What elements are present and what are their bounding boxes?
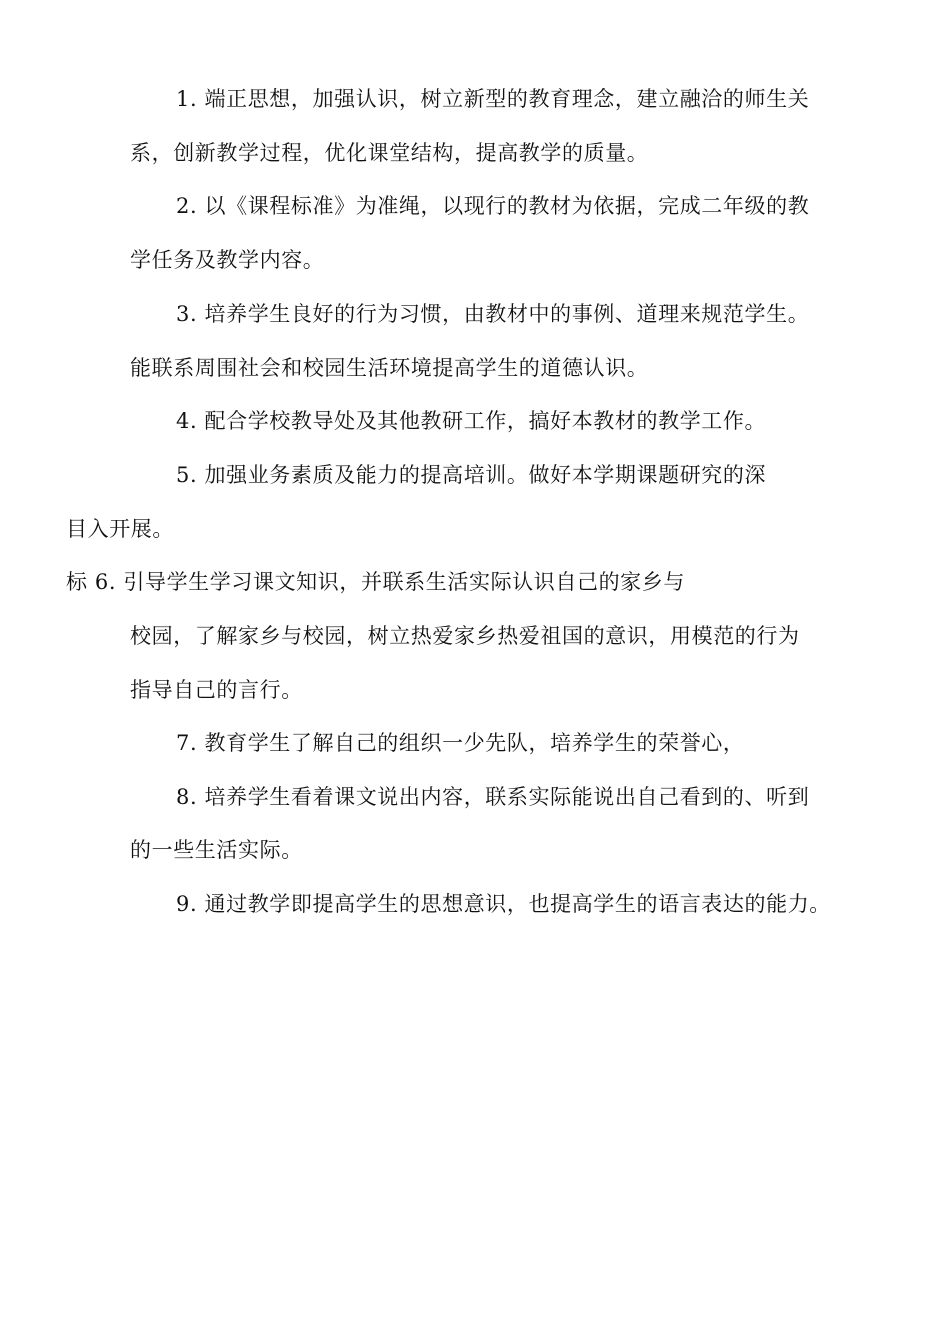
item-6-line-1: 标 6. 引导学生学习课文知识，并联系生活实际认识自己的家乡与 <box>66 570 685 594</box>
item-1-line-2: 系，创新教学过程，优化课堂结构，提高教学的质量。 <box>130 141 649 165</box>
item-1-line-1: 1. 端正思想，加强认识，树立新型的教育理念，建立融洽的师生关 <box>176 87 810 111</box>
item-4-line-1: 4. 配合学校教导处及其他教研工作，搞好本教材的教学工作。 <box>176 409 767 433</box>
item-6-line-2: 校园，了解家乡与校园，树立热爱家乡热爱祖国的意识，用模范的行为 <box>130 624 800 648</box>
item-2-line-1: 2. 以《课程标准》为准绳，以现行的教材为依据，完成二年级的教 <box>176 194 810 218</box>
item-6-line-3: 指导自己的言行。 <box>130 678 303 702</box>
item-5-line-2: 目入开展。 <box>66 517 174 541</box>
item-8-line-2: 的一些生活实际。 <box>130 838 303 862</box>
item-7-line-1: 7. 教育学生了解自己的组织一少先队，培养学生的荣誉心， <box>176 731 745 755</box>
item-3-line-2: 能联系周围社会和校园生活环境提高学生的道德认识。 <box>130 356 649 380</box>
item-5-line-1: 5. 加强业务素质及能力的提高培训。做好本学期课题研究的深 <box>176 463 767 487</box>
item-3-line-1: 3. 培养学生良好的行为习惯，由教材中的事例、道理来规范学生。 <box>176 302 810 326</box>
item-9-line-1: 9. 通过教学即提高学生的思想意识，也提高学生的语言表达的能力。 <box>176 892 831 916</box>
item-2-line-2: 学任务及教学内容。 <box>130 248 325 272</box>
item-8-line-1: 8. 培养学生看着课文说出内容，联系实际能说出自己看到的、听到 <box>176 785 810 809</box>
